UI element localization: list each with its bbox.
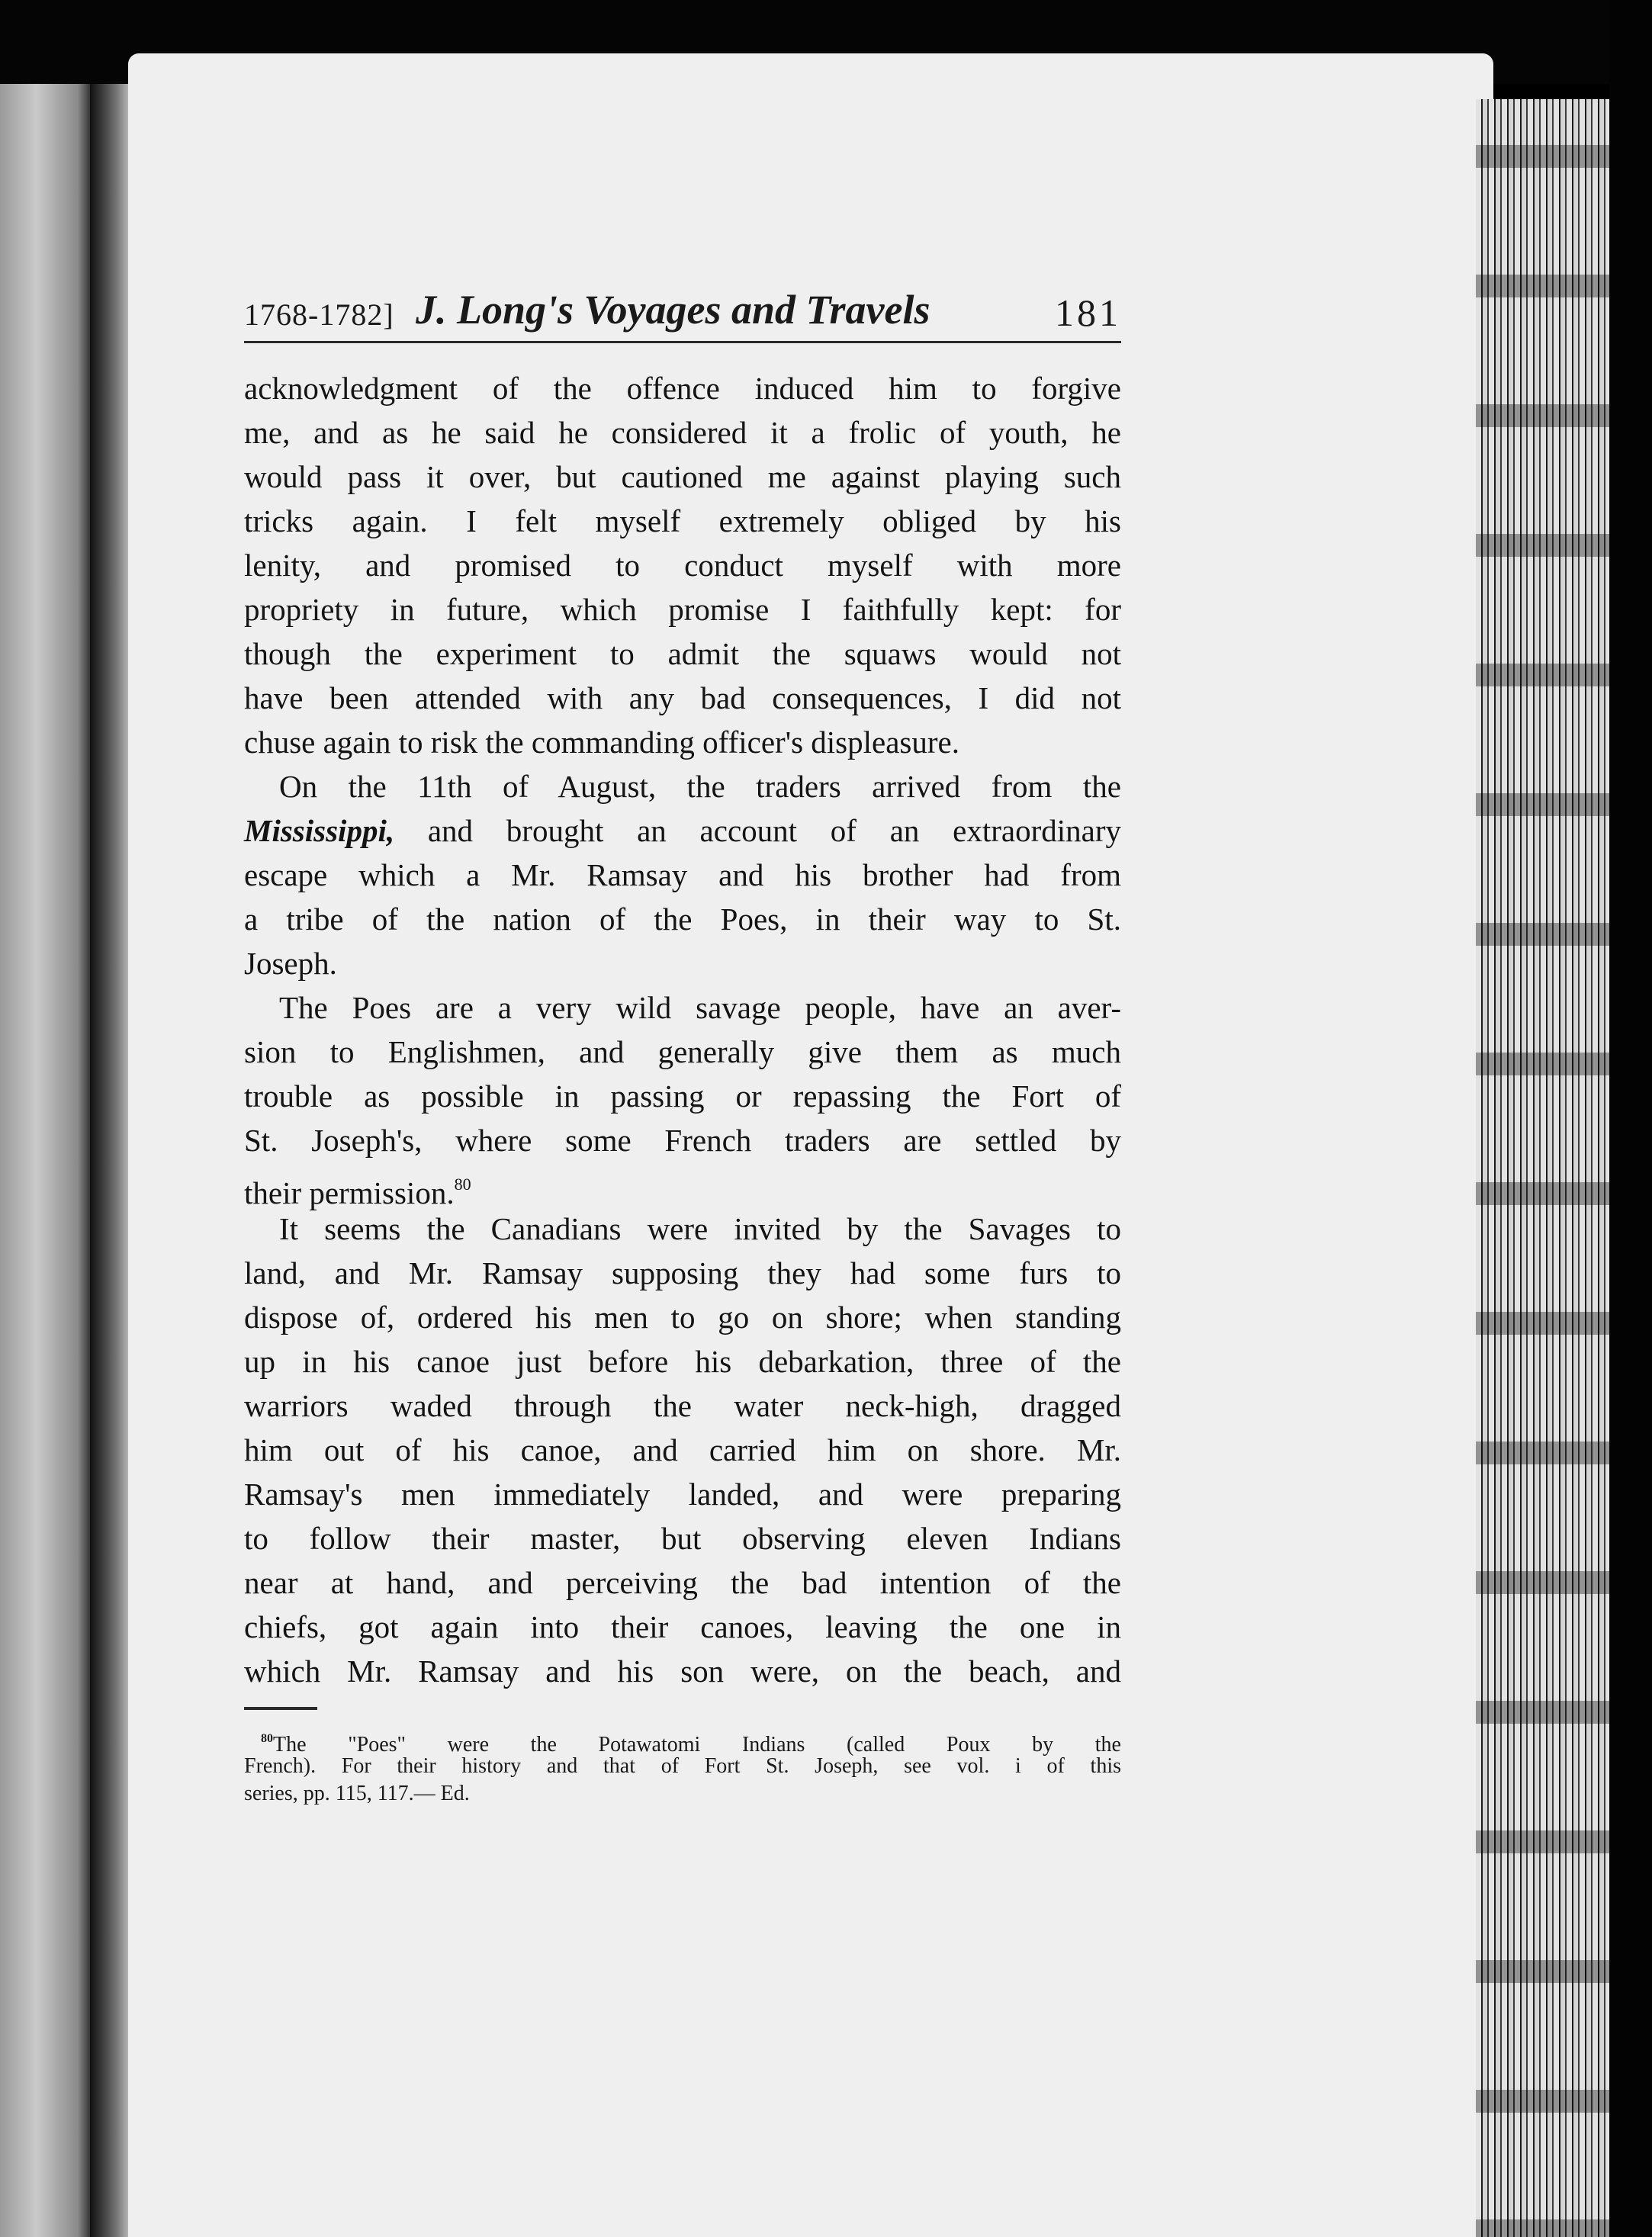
book-gutter bbox=[90, 84, 130, 2237]
text-line: lenity, and promised to conduct myself with more bbox=[244, 548, 1121, 583]
text-line: trouble as possible in passing or repassing the Fort of bbox=[244, 1078, 1121, 1114]
footnote-line bbox=[244, 1725, 1121, 1756]
text-line: acknowledgment of the offence induced him to forgive bbox=[244, 371, 1121, 406]
italic-place-name: Mississippi, bbox=[244, 813, 395, 848]
text-line: a tribe of the nation of the Poes, in their way to St. bbox=[244, 902, 1121, 937]
text-line: land, and Mr. Ramsay supposing they had some furs to bbox=[244, 1255, 1121, 1290]
text-line: Joseph. bbox=[244, 946, 337, 981]
text-line: to follow their master, but observing eleven Indians bbox=[244, 1521, 1121, 1556]
text-line: Ramsay's men immediately landed, and were preparing bbox=[244, 1477, 1121, 1512]
facing-page-edge bbox=[0, 84, 92, 2237]
running-head bbox=[244, 286, 1121, 339]
running-head-years: 1768-1782] bbox=[244, 297, 394, 332]
footnote-line: French). For their history and that of Fort St. Joseph, see vol. i of this bbox=[244, 1754, 1121, 1778]
running-head-title: J. Long's Voyages and Travels bbox=[416, 287, 930, 333]
text-line: would pass it over, but cautioned me against playing such bbox=[244, 459, 1121, 494]
footnote-mark: 80 bbox=[261, 1732, 273, 1745]
text-fragment: and brought an account of an extraordinary bbox=[394, 813, 1121, 848]
footnote-reference[interactable]: 80 bbox=[454, 1175, 471, 1194]
text-line: dispose of, ordered his men to go on shore; when standing bbox=[244, 1300, 1121, 1335]
text-line: sion to Englishmen, and generally give them as much bbox=[244, 1034, 1121, 1069]
text-line: The Poes are a very wild savage people, have an aver- bbox=[279, 990, 1121, 1025]
text-line: me, and as he said he considered it a frolic of youth, he bbox=[244, 415, 1121, 450]
page-number: 181 bbox=[1055, 291, 1121, 334]
text-line bbox=[244, 1162, 1121, 1210]
scanner-right-border bbox=[1609, 0, 1652, 2237]
footnote-line: series, pp. 115, 117.— Ed. bbox=[244, 1782, 470, 1805]
text-line: propriety in future, which promise I faithfully kept: for bbox=[244, 592, 1121, 627]
text-line: St. Joseph's, where some French traders are settled by bbox=[244, 1123, 1121, 1158]
text-line: near at hand, and perceiving the bad intention of the bbox=[244, 1565, 1121, 1600]
text-line: though the experiment to admit the squaws would not bbox=[244, 636, 1121, 671]
text-line: tricks again. I felt myself extremely obliged by his bbox=[244, 503, 1121, 538]
text-fragment: their permission. bbox=[244, 1175, 455, 1210]
text-line: him out of his canoe, and carried him on shore. Mr. bbox=[244, 1432, 1121, 1467]
footnote-text: The "Poes" were the Potawatomi Indians (called Poux by the bbox=[273, 1733, 1121, 1756]
text-line: On the 11th of August, the traders arrived from the bbox=[279, 769, 1121, 804]
text-line bbox=[244, 808, 1121, 853]
footnote-rule bbox=[244, 1707, 317, 1710]
page-edges-shadow bbox=[1476, 99, 1613, 2237]
body-text bbox=[244, 366, 1121, 1693]
header-rule bbox=[244, 341, 1121, 343]
text-line: It seems the Canadians were invited by the Savages to bbox=[279, 1211, 1121, 1246]
text-line: chuse again to risk the commanding officer's displeasure. bbox=[244, 725, 959, 760]
footnote bbox=[244, 1725, 1121, 1808]
text-line: chiefs, got again into their canoes, leaving the one in bbox=[244, 1609, 1121, 1644]
text-line: escape which a Mr. Ramsay and his brother had from bbox=[244, 857, 1121, 892]
text-line: have been attended with any bad consequences, I did not bbox=[244, 680, 1121, 715]
text-line: warriors waded through the water neck-high, dragged bbox=[244, 1388, 1121, 1423]
text-line: up in his canoe just before his debarkation, three of the bbox=[244, 1344, 1121, 1379]
text-line: which Mr. Ramsay and his son were, on the beach, and bbox=[244, 1654, 1121, 1689]
